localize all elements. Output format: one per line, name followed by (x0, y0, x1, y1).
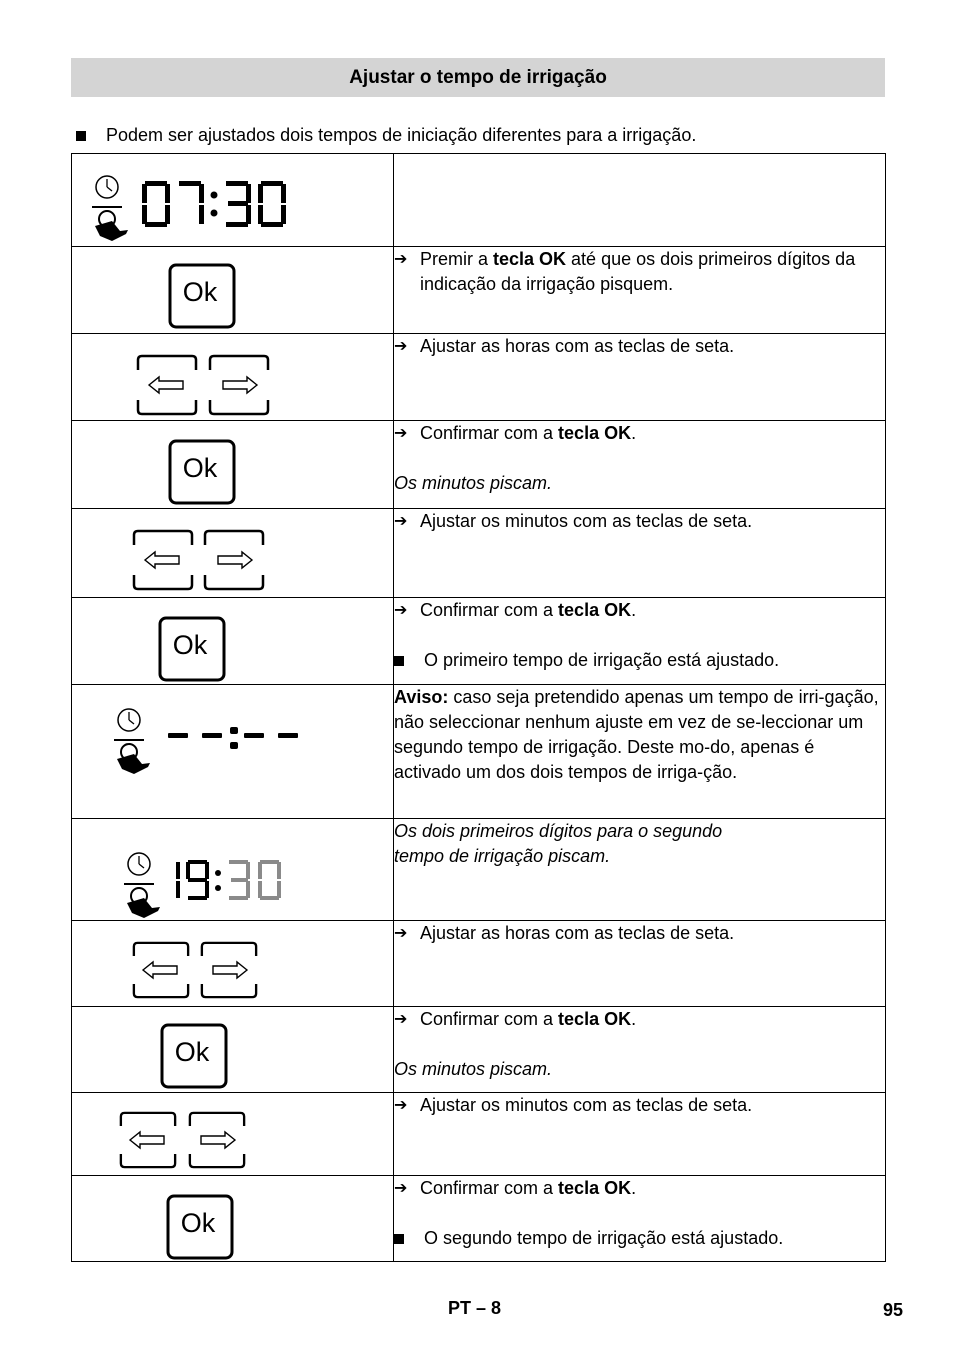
left-arrow-key (119, 1111, 177, 1169)
note-text: Os minutos piscam. (394, 473, 553, 493)
left-arrow-key (132, 529, 194, 591)
clock-watering-icon (122, 851, 162, 921)
description-cell: ➔ Ajustar as horas com as teclas de seta. (394, 334, 886, 421)
seven-segment-display (142, 179, 292, 229)
right-arrow-key (203, 529, 265, 591)
page-number: 95 (883, 1300, 904, 1320)
key-cell (72, 509, 394, 598)
key-cell (72, 598, 394, 685)
description-cell: Aviso: caso seja pretendido apenas um tempo de irri-gação, não seleccionar nenhum ajuste em vez de se-leccionar um segundo tempo de irrigação. Deste mo-do, apenas é activado um dos dois tempos de irriga-ção. (394, 685, 886, 819)
intro-text: Podem ser ajustados dois tempos de iniciação diferentes para a irrigação. (106, 125, 697, 145)
description-cell: ➔ Confirmar com a tecla OK. O primeiro tempo de irrigação está ajustado. (394, 598, 886, 685)
arrow-right-icon: ➔ (394, 1097, 408, 1114)
note-text: Os minutos piscam. (394, 1059, 553, 1079)
left-arrow-key (132, 941, 190, 999)
table-row (72, 509, 886, 598)
description-cell: Os dois primeiros dígitos para o segundo tempo de irrigação piscam. (394, 819, 886, 921)
table-row (72, 598, 886, 685)
footer-section: PT – 8 (448, 1298, 502, 1318)
description-cell: ➔ Confirmar com a tecla OK. Os minutos piscam. (394, 421, 886, 509)
key-cell (72, 1007, 394, 1093)
bullet-square (394, 648, 424, 673)
ok-key (160, 1023, 228, 1089)
arrow-right-icon: ➔ (394, 1180, 408, 1197)
table-row (72, 921, 886, 1007)
table-row (72, 247, 886, 334)
description-cell (394, 154, 886, 247)
table-row (72, 334, 886, 421)
key-cell (72, 1176, 394, 1262)
table-row (72, 1093, 886, 1176)
key-cell (72, 247, 394, 334)
arrow-right-icon: ➔ (394, 602, 408, 619)
ok-key-label: Ok (182, 277, 218, 307)
arrow-right-icon: ➔ (394, 251, 408, 268)
display-cell (72, 685, 394, 819)
ok-key (168, 439, 236, 505)
steps-table (71, 153, 886, 1262)
ok-key (158, 616, 226, 682)
table-row (72, 819, 886, 921)
clock-watering-icon (112, 707, 152, 777)
table-row (72, 685, 886, 819)
right-arrow-key (188, 1111, 246, 1169)
description-cell: ➔ Confirmar com a tecla OK. O segundo tempo de irrigação está ajustado. (394, 1176, 886, 1262)
description-cell: ➔ Premir a tecla OK até que os dois primeiros dígitos da indicação da irrigação pisquem. (394, 247, 886, 334)
seven-segment-display (174, 859, 284, 901)
key-cell (72, 334, 394, 421)
bullet-square (76, 131, 86, 141)
ok-key-label: Ok (182, 453, 218, 483)
ok-key (166, 1194, 234, 1260)
description-cell: ➔ Confirmar com a tecla OK. Os minutos piscam. (394, 1007, 886, 1093)
arrow-right-icon: ➔ (394, 513, 408, 530)
seven-segment-display (166, 725, 306, 755)
section-title: Ajustar o tempo de irrigação (71, 58, 885, 97)
arrow-right-icon: ➔ (394, 925, 408, 942)
description-cell: ➔ Ajustar as horas com as teclas de seta. (394, 921, 886, 1007)
arrow-right-icon: ➔ (394, 425, 408, 442)
table-row (72, 421, 886, 509)
clock-watering-icon (90, 174, 130, 244)
arrow-right-icon: ➔ (394, 338, 408, 355)
display-cell (72, 819, 394, 921)
table-row (72, 1176, 886, 1262)
right-arrow-key (200, 941, 258, 999)
right-arrow-key (208, 354, 270, 416)
bullet-square (394, 1226, 424, 1251)
ok-key (168, 263, 236, 329)
arrow-right-icon: ➔ (394, 1011, 408, 1028)
display-cell (72, 154, 394, 247)
intro-line (76, 125, 696, 146)
description-cell: ➔ Ajustar os minutos com as teclas de seta. (394, 1093, 886, 1176)
table-row (72, 1007, 886, 1093)
left-arrow-key (136, 354, 198, 416)
ok-key-label: Ok (180, 1208, 216, 1238)
description-cell: ➔ Ajustar os minutos com as teclas de seta. (394, 509, 886, 598)
ok-key-label: Ok (172, 630, 208, 660)
ok-key-label: Ok (174, 1037, 210, 1067)
key-cell (72, 921, 394, 1007)
key-cell (72, 1093, 394, 1176)
key-cell (72, 421, 394, 509)
table-row (72, 154, 886, 247)
